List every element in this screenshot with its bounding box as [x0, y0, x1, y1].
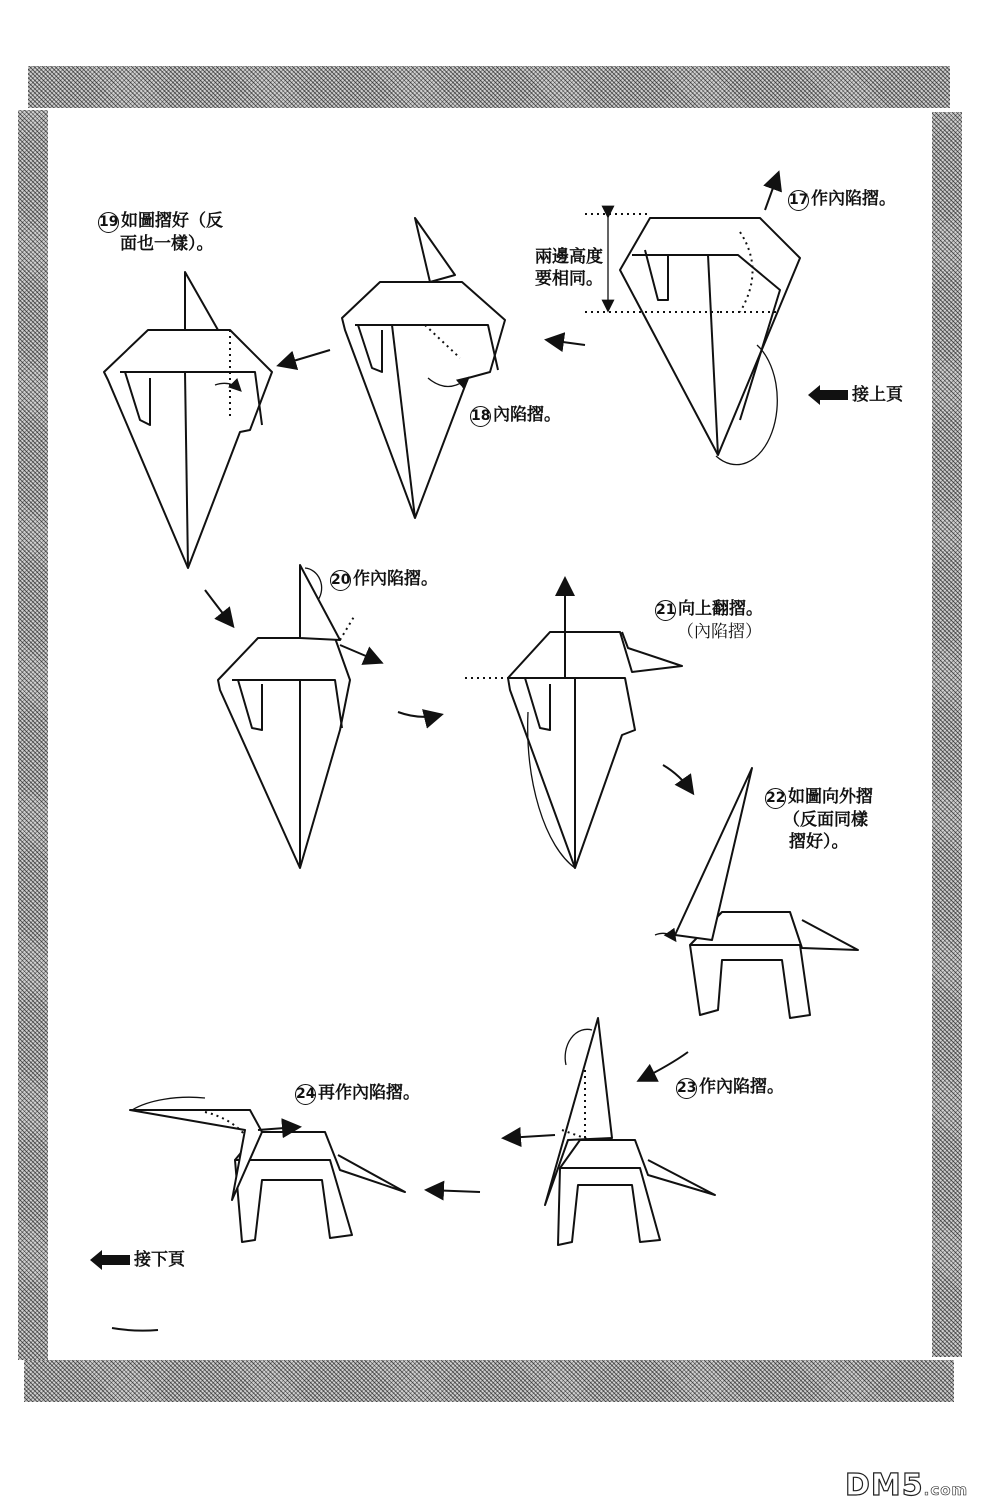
step-18-number: 18	[470, 406, 491, 427]
arrow-19-20	[205, 590, 232, 625]
step-17-text: 作內陷摺。	[811, 189, 896, 209]
step-21-text-line2: （內陷摺）	[677, 622, 762, 642]
arrow-20-21	[398, 712, 440, 717]
continued-from-previous-text: 接上頁	[852, 385, 903, 405]
step-22-text-line2: （反面同樣	[783, 810, 868, 830]
arrow-23-24	[428, 1190, 480, 1192]
height-note-line2: 要相同。	[535, 269, 603, 289]
step-17-label	[788, 188, 896, 211]
step-23-number: 23	[676, 1078, 697, 1099]
step-19-text-line1: 如圖摺好（反	[121, 211, 223, 231]
figure-step-24	[130, 1097, 405, 1242]
continued-on-next-text: 接下頁	[134, 1250, 185, 1270]
arrow-19-18	[280, 350, 330, 365]
figure-step-23	[505, 1018, 715, 1245]
figure-step-18	[342, 218, 505, 518]
step-22-number: 22	[765, 788, 786, 809]
figure-step-21	[465, 580, 682, 868]
arrow-21-22	[663, 765, 692, 792]
figure-step-19	[104, 272, 272, 568]
step-23-text: 作內陷摺。	[699, 1077, 784, 1097]
step-24-label	[295, 1082, 420, 1105]
figure-step-20	[218, 565, 380, 868]
continued-from-previous	[818, 380, 903, 405]
figure-step-17	[585, 174, 800, 465]
left-arrow-icon	[818, 390, 848, 400]
step-18-text: 內陷摺。	[493, 405, 561, 425]
step-24-number: 24	[295, 1084, 316, 1105]
step-19-number: 19	[98, 212, 119, 233]
continued-on-next	[100, 1245, 185, 1270]
step-21-text-line1: 向上翻摺。	[678, 599, 763, 619]
stray-mark	[112, 1328, 158, 1331]
step-17-number: 17	[788, 190, 809, 211]
left-arrow-icon	[100, 1255, 130, 1265]
step-21-label	[655, 598, 763, 643]
step-20-number: 20	[330, 570, 351, 591]
step-22-text-line1: 如圖向外摺	[788, 787, 873, 807]
height-note-line1: 兩邊高度	[535, 247, 603, 267]
site-watermark	[845, 1468, 968, 1503]
step-20-label	[330, 568, 438, 591]
step-23-label	[676, 1076, 784, 1099]
step-19-text-line2: 面也一樣）。	[120, 234, 214, 254]
step-20-text: 作內陷摺。	[353, 569, 438, 589]
watermark-brand: DM5	[845, 1468, 924, 1503]
height-note	[535, 246, 603, 290]
step-19-label	[98, 210, 223, 255]
step-21-number: 21	[655, 600, 676, 621]
arrow-18-17	[548, 340, 585, 345]
step-22-text-line3: 摺好）。	[789, 832, 849, 852]
step-22-label	[765, 786, 873, 853]
step-24-text: 再作內陷摺。	[318, 1083, 420, 1103]
watermark-suffix: .com	[923, 1481, 969, 1499]
step-18-label	[470, 404, 561, 427]
